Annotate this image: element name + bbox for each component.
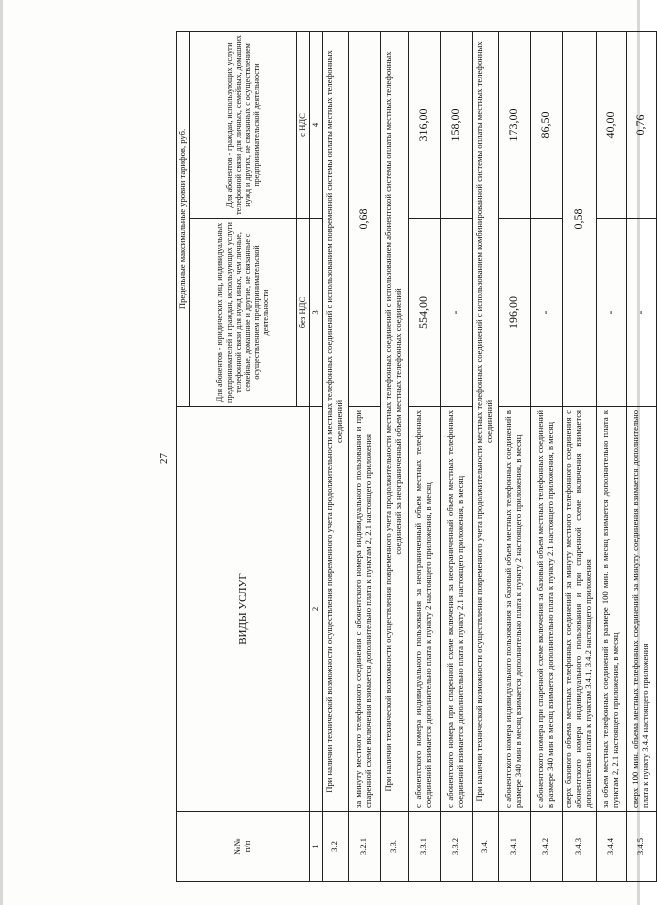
index-2: 2: [309, 407, 322, 812]
header-number-label: №№ п/п: [232, 838, 252, 855]
header-legal-entities: Для абонентов - юридических лиц, индивидуальных предпринимателей и граждан, использующих услуги телефонной связи для нужд иных, чем личные, семейные, домашние и другие, не связанные с осуществлением предпринимательской деятельности: [189, 219, 296, 407]
header-services: ВИДЫ УСЛУГ: [177, 407, 310, 812]
table-row: [348, 31, 380, 881]
row-number: 3.4.5: [626, 812, 656, 882]
service-description: сверх базового объема местных телефонных соединений за минуту местного телефонного соединения с абонентского номера индивидуального пользования и при спаренной схеме включения взимается дополнительно плата к пунктам 3.4.1, 3.4.2 настоящего приложения: [562, 407, 596, 812]
tariff-without-vat: -: [440, 219, 472, 407]
header-number: [177, 812, 310, 882]
table-row: [626, 31, 656, 881]
service-description: сверх 100 мин. объема местных телефонных соединений за минуту соединения взимается дополнительно плата к пункту 3.4.4 настоящего приложения: [626, 407, 656, 812]
scan-edge-left: [0, 0, 3, 905]
row-number: 3.3.: [380, 812, 408, 882]
tariff-with-vat: 40,00: [596, 31, 626, 218]
row-number: 3.3.2: [440, 812, 472, 882]
tariff-table: [176, 31, 657, 882]
tariff-without-vat: -: [596, 219, 626, 407]
table-row: [380, 31, 408, 881]
header-without-vat: без НДС: [296, 219, 309, 407]
section-title: При наличии технической возможности осуществления повременного учета продолжительности местных телефонных соединений с использованием комбинированной системы оплаты местных телефонных соединений: [472, 31, 498, 811]
header-row-top: [177, 31, 190, 881]
row-number: 3.4.1: [498, 812, 530, 882]
tariff-without-vat: 554,00: [408, 219, 440, 407]
table-row: [408, 31, 440, 881]
row-number: 3.4.3: [562, 812, 596, 882]
tariff-with-vat: 316,00: [408, 31, 440, 218]
index-4: 4: [309, 31, 322, 218]
header-row-index: [309, 31, 322, 881]
tariff-with-vat: 0,76: [626, 31, 656, 218]
service-description: с абонентского номера индивидуального пользования за неограниченный объем местных телефонных соединений взимается дополнительно плата к пункту 2 настоящего приложения, в месяц: [408, 407, 440, 812]
row-number: 3.4.: [472, 812, 498, 882]
row-number: 3.4.4: [596, 812, 626, 882]
service-description: за минуту местного телефонного соединения с абонентского номера индивидуального пользования и при спаренной схеме включения взимается дополнительно плата к пунктам 2, 2.1 настоящего приложения: [348, 407, 380, 812]
tariff-value: 0,68: [348, 31, 380, 406]
service-description: за объем местных телефонных соединений в размере 100 мин. в месяц взимается дополнительно плата к пунктам 2, 2.1 настоящего приложения, в месяц: [596, 407, 626, 812]
tariff-value: 0,58: [562, 31, 596, 406]
tariff-with-vat: 86,50: [530, 31, 562, 218]
header-tariff-group: Предельные максимальные уровни тарифов, руб.: [177, 31, 190, 406]
service-description: с абонентского номера при спаренной схеме включения за базовый объем местных телефонных соединений в размере 340 мин в месяц взимается дополнительно плата к пункту 2.1 настоящего приложения, в месяц: [530, 407, 562, 812]
row-number: 3.3.1: [408, 812, 440, 882]
section-title: При наличии технической возможности осуществления повременного учета продолжительности местных телефонных соединений с использованием абонентской системы оплаты местных телефонных соединений за неограниченный объем местных телефонных соединений: [380, 31, 408, 811]
table-row: [562, 31, 596, 881]
tariff-with-vat: 158,00: [440, 31, 472, 218]
table-row: [530, 31, 562, 881]
table-row: [440, 31, 472, 881]
table-row: [498, 31, 530, 881]
service-description: с абонентского номера при спаренной схеме включения за неограниченный объем местных телефонных соединений взимается дополнительно плата к пункту 2.1 настоящего приложения, в месяц: [440, 407, 472, 812]
tariff-without-vat: -: [626, 219, 656, 407]
page-number: 27: [158, 453, 170, 464]
index-3: 3: [309, 219, 322, 407]
tariff-without-vat: -: [530, 219, 562, 407]
service-description: с абонентского номера индивидуального пользования за базовый объем местных телефонных соединений в размере 340 мин в месяц взимается дополнительно плата к пункту 2 настоящего приложения, в месяц: [498, 407, 530, 812]
row-number: 3.4.2: [530, 812, 562, 882]
section-title: При наличии технической возможности осуществления повременного учета продолжительности местных телефонных соединений с использованием повременной системы оплаты местных телефонных соединений: [322, 31, 348, 811]
table-row: [322, 31, 348, 881]
row-number: 3.2: [322, 812, 348, 882]
header-with-vat: с НДС: [296, 31, 309, 218]
rotated-sheet: [150, 22, 651, 890]
tariff-with-vat: 173,00: [498, 31, 530, 218]
index-1: 1: [309, 812, 322, 882]
header-citizens: Для абонентов - граждан, использующих услуги телефонной связи для личных, семейных, домашних нужд и других, не связанных с осуществлением предпринимательской деятельности: [189, 31, 296, 218]
row-number: 3.2.1: [348, 812, 380, 882]
table-row: [472, 31, 498, 881]
tariff-without-vat: 196,00: [498, 219, 530, 407]
table-row: [596, 31, 626, 881]
